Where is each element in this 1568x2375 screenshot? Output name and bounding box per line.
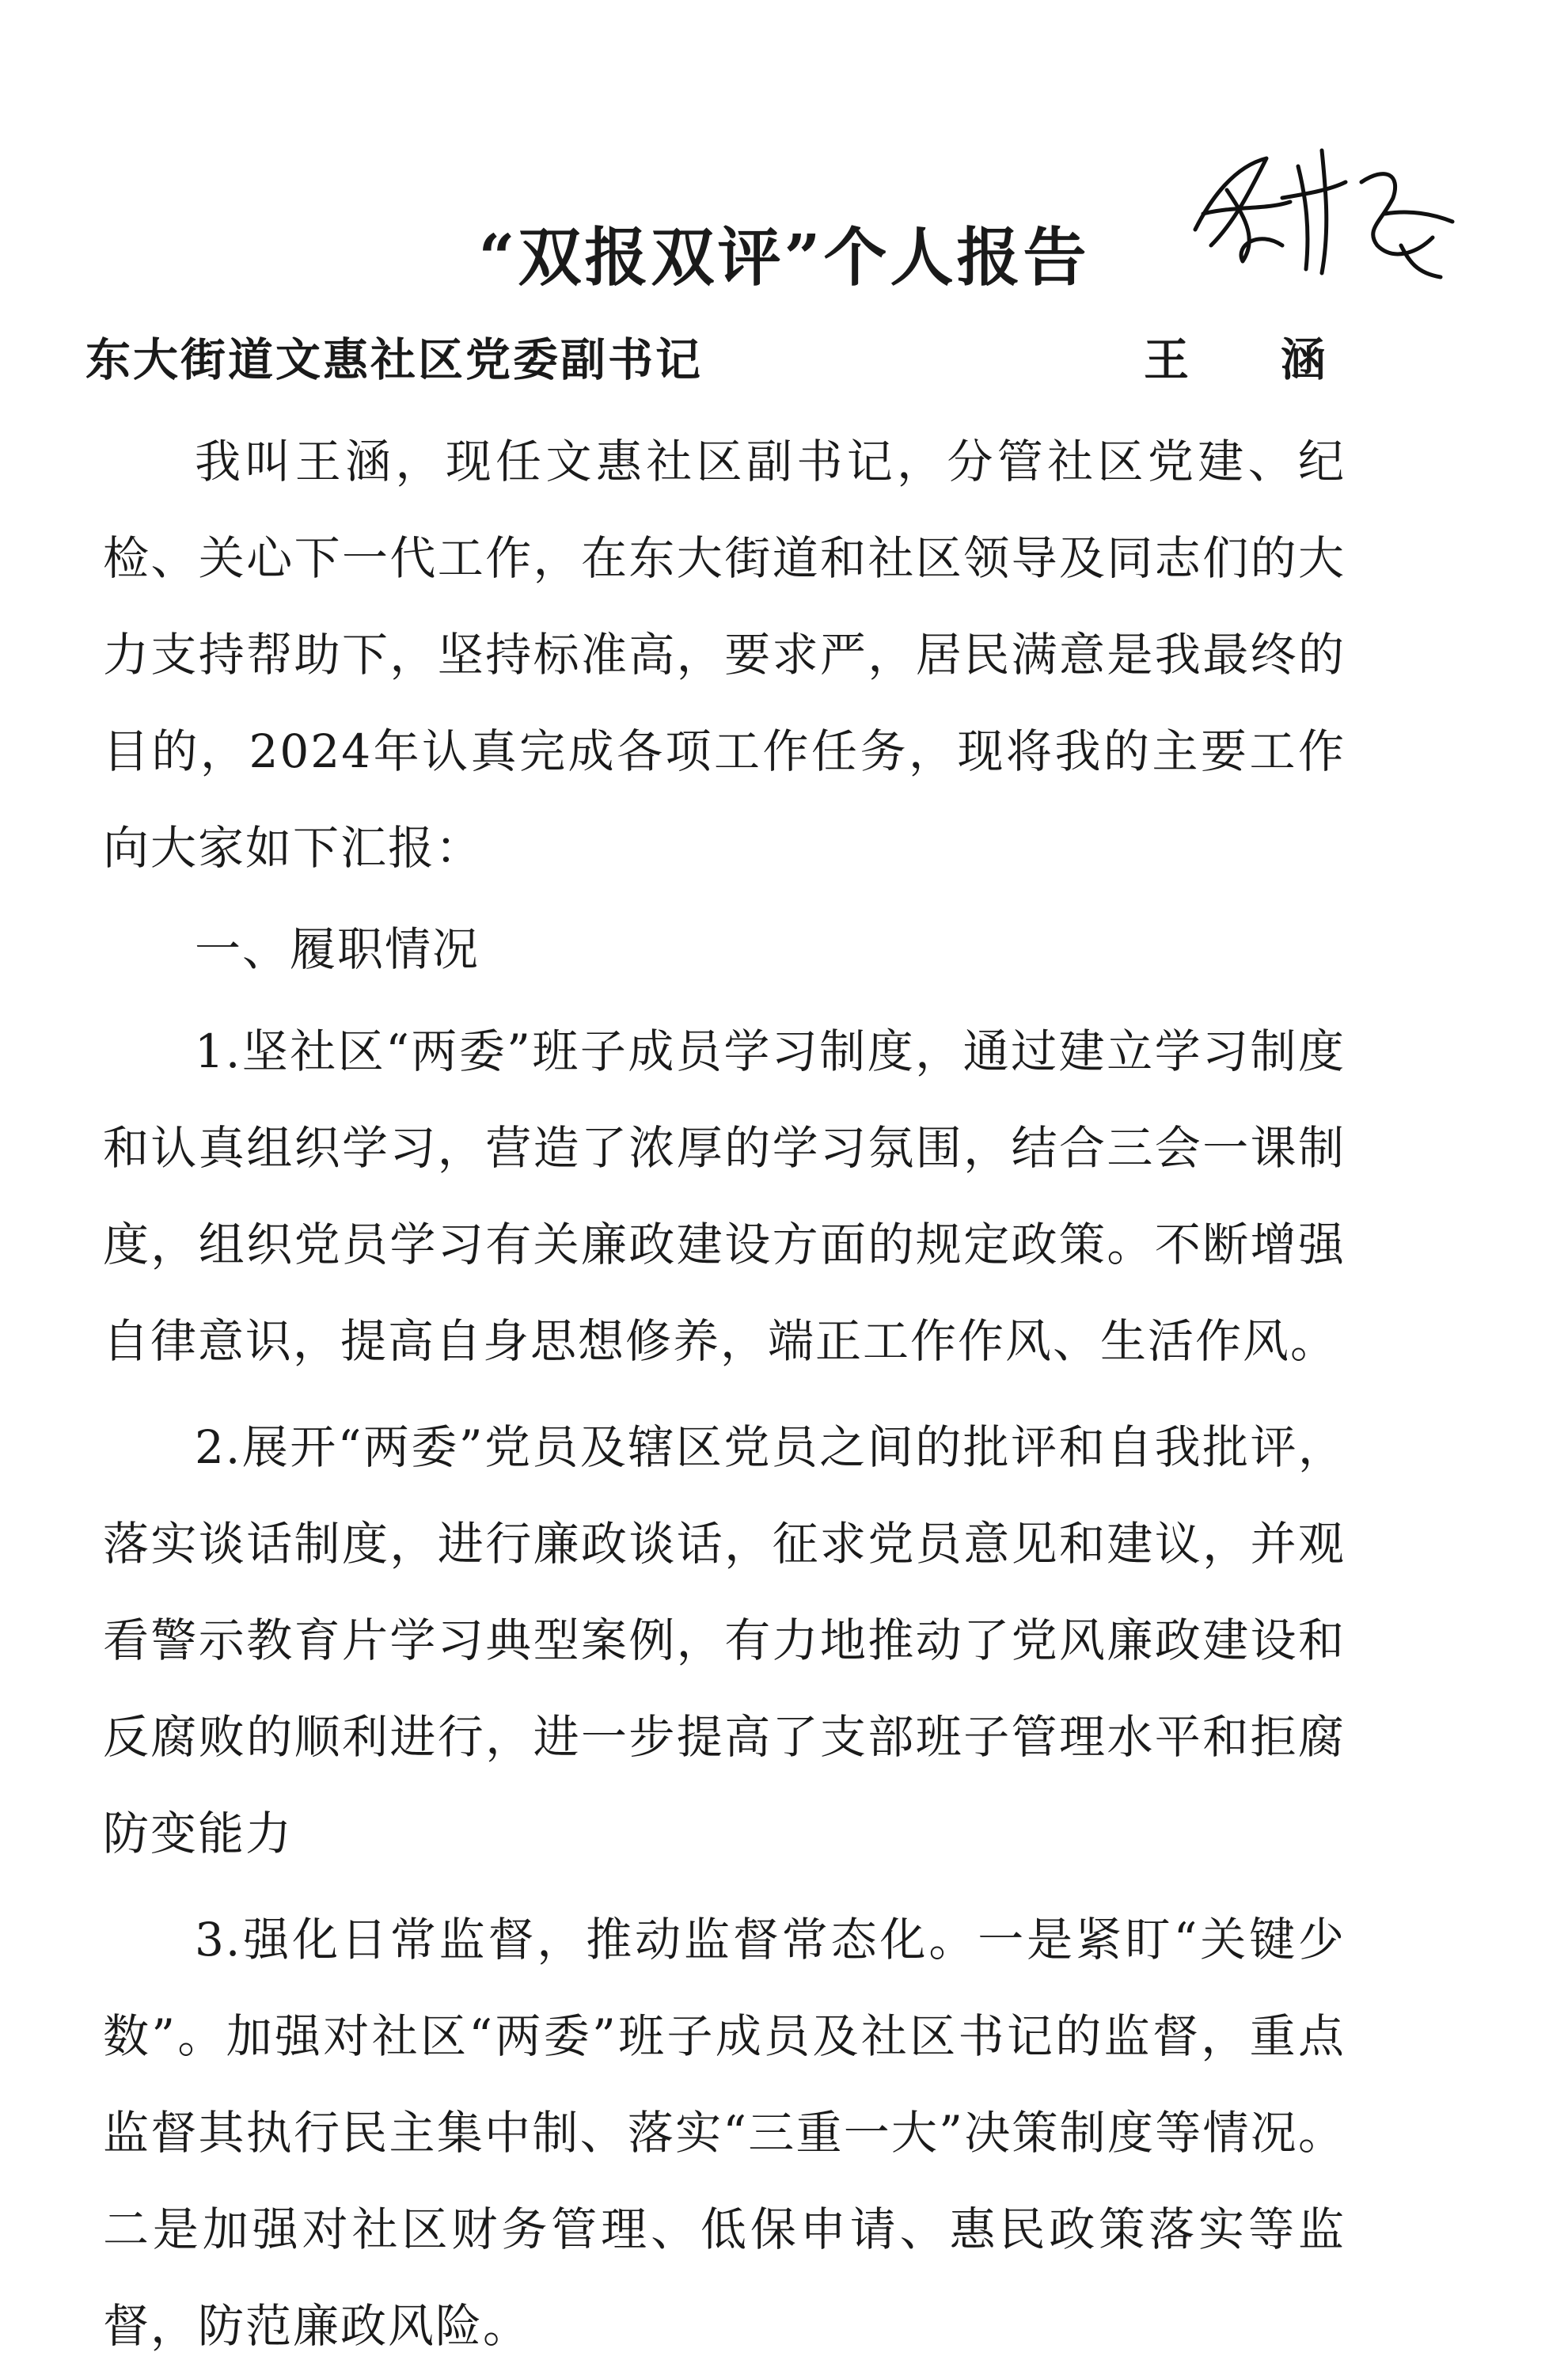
- section-heading: 一、履职情况: [195, 922, 480, 976]
- item-3-paragraph: 3.强化日常监督，推动监督常态化。一是紧盯“关键少数”。加强对社区“两委”班子成员及社区书记的监督，重点监督其执行民主集中制、落实“三重一大”决策制度等情况。二是加强对社区财务管理、低保申请、惠民政策落实等监督，防范廉政风险。: [103, 1913, 1346, 2353]
- page-title: “双报双评”个人报告: [478, 220, 1090, 294]
- author-name: 王 涵: [1144, 333, 1364, 386]
- organization-line: 东大街道文惠社区党委副书记: [85, 333, 703, 386]
- item-1-paragraph: 1.坚社区“两委”班子成员学习制度，通过建立学习制度和认真组织学习，营造了浓厚的学习氛围，结合三会一课制度，组织党员学习有关廉政建设方面的规定政策。不断增强自律意识，提高自身思想修养，端正工作作风、生活作风。: [103, 1024, 1346, 1368]
- report-body: [103, 413, 1346, 2374]
- intro-paragraph: 我叫王涵，现任文惠社区副书记，分管社区党建、纪检、关心下一代工作，在东大街道和社区领导及同志们的大力支持帮助下，坚持标准高，要求严，居民满意是我最终的目的，2024年认真完成各项工作任务，现将我的主要工作向大家如下汇报：: [103, 435, 1346, 875]
- item-2-paragraph: 2.展开“两委”党员及辖区党员之间的批评和自我批评，落实谈话制度，进行廉政谈话，征求党员意见和建议，并观看警示教育片学习典型案例，有力地推动了党风廉政建设和反腐败的顺利进行，进一步提高了支部班子管理水平和拒腐防变能力: [103, 1420, 1346, 1860]
